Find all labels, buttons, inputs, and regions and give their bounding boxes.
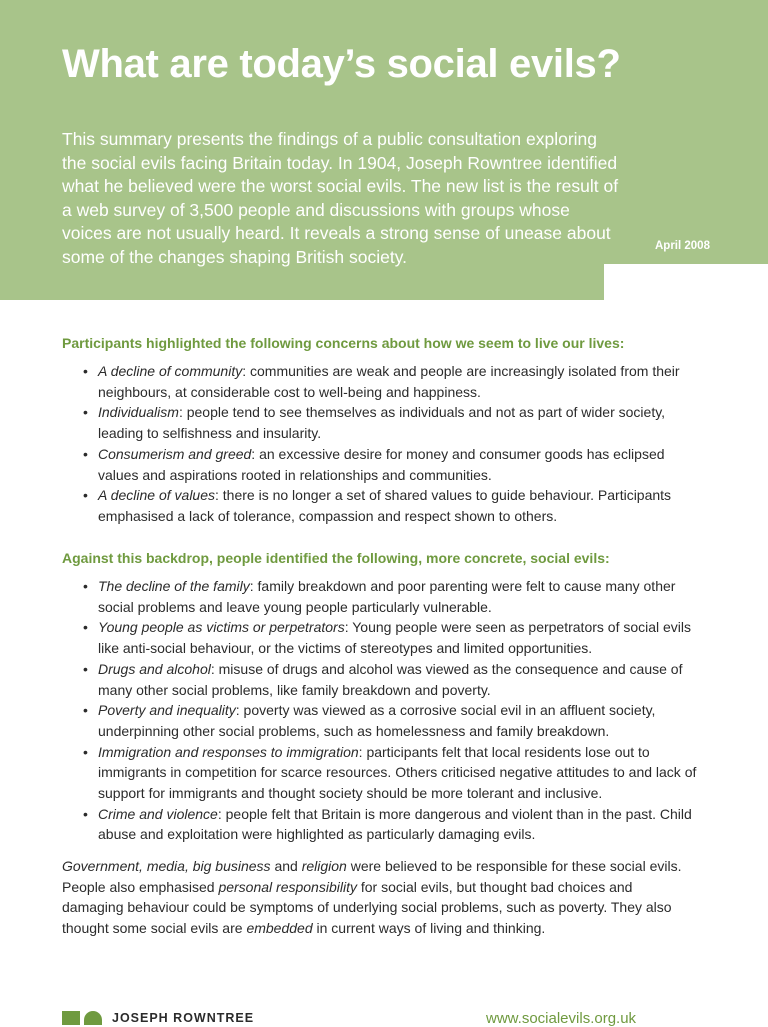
list-item	[62, 804, 702, 845]
closing-text-2: were believed to be responsible for these social evils. People also emphasised	[62, 858, 682, 895]
list-item-term: The decline of the family	[98, 578, 250, 594]
logo-mark-icon	[62, 1011, 102, 1025]
closing-text-3: for social evils, but thought bad choices and damaging behaviour could be symptoms of underlying social problems, such as poverty. They also thought some social evils are	[62, 878, 672, 937]
list-item	[62, 659, 702, 700]
list-item-term: Drugs and alcohol	[98, 660, 211, 677]
closing-emph-1: Government, media, big business	[62, 858, 271, 874]
logo-text: JOSEPH ROWNTREE	[112, 1011, 255, 1025]
list-item-term: Consumerism and greed	[98, 445, 252, 462]
closing-text-1: and	[270, 858, 302, 874]
list-item-text: : participants felt that local residents lose out to immigrants in competition for scarce resources. Others criticised negative attitudes to and lack of support for immigrants and thought society should be more tolerant and inclusive.	[98, 743, 697, 802]
list-item-text: : there is no longer a set of shared values to guide behaviour. Participants emphasised a lack of tolerance, compassion and respect shown to others.	[98, 487, 672, 524]
list-item-text: : family breakdown and poor parenting were felt to cause many other social problems and leave young people particularly vulnerable.	[98, 578, 676, 615]
page-title: What are today’s social evils?	[62, 42, 621, 86]
list-item-term: A decline of community	[98, 363, 243, 379]
list-item	[62, 700, 702, 741]
intro-summary: This summary presents the findings of a public consultation exploring the social evils facing Britain today. In 1904, Joseph Rowntree identified what he believed were the worst social evils. The new list is the result of a web survey of 3,500 people and discussions with groups whose voices are not usually heard. It reveals a strong sense of unease about some of the changes shaping British society.	[62, 129, 619, 267]
website-link[interactable]: www.socialevils.org.uk	[486, 1010, 637, 1027]
list-item-text: : poverty was viewed as a corrosive social evil in an affluent society, underpinning other social problems, such as homelessness and family breakdown.	[98, 702, 656, 739]
concerns-heading: Participants highlighted the following concerns about how we seem to live our lives:	[62, 335, 625, 351]
closing-text-4: in current ways of living and thinking.	[312, 920, 546, 937]
list-item	[62, 444, 702, 485]
list-item	[62, 617, 702, 658]
list-item	[62, 402, 702, 443]
evils-list	[62, 576, 702, 845]
closing-emph-3: personal responsibility	[218, 878, 357, 895]
closing-emph-4: embedded	[246, 920, 313, 937]
list-item-text: : communities are weak and people are increasingly isolated from their neighbours, at considerable cost to well-being and happiness.	[98, 363, 680, 400]
list-item-text: : people tend to see themselves as individuals and not as part of wider society, leading to selfishness and insularity.	[98, 404, 666, 442]
list-item	[62, 485, 702, 526]
list-item-term: Crime and violence	[98, 805, 218, 822]
closing-emph-2: religion	[301, 858, 347, 874]
publication-date: April 2008	[655, 240, 710, 252]
closing-paragraph	[62, 856, 682, 939]
list-item	[62, 576, 702, 617]
list-item-text: : people felt that Britain is more dangerous and violent than in the past. Child abuse and exploitation were highlighted as particularly damaging evils.	[98, 805, 692, 843]
list-item-term: Immigration and responses to immigration	[98, 743, 359, 760]
list-item	[62, 361, 702, 402]
list-item	[62, 742, 702, 804]
list-item-text: : an excessive desire for money and consumer goods has eclipsed values and aspirations rooted in relationships and communities.	[98, 445, 665, 483]
list-item-term: Young people as victims or perpetrators	[98, 619, 345, 636]
list-item-text: : misuse of drugs and alcohol was viewed as the consequence and cause of many other social problems, like family breakdown and poverty.	[98, 660, 683, 698]
concerns-list	[62, 361, 702, 527]
evils-heading: Against this backdrop, people identified the following, more concrete, social evils:	[62, 550, 610, 566]
footer-logo	[62, 1011, 254, 1024]
list-item-term: Poverty and inequality	[98, 702, 236, 719]
list-item-text: : Young people were seen as perpetrators of social evils like anti-social behaviour, or the victims of stereotypes and limited opportunities.	[98, 619, 692, 657]
list-item-term: Individualism	[98, 404, 179, 421]
list-item-term: A decline of values	[98, 487, 215, 504]
